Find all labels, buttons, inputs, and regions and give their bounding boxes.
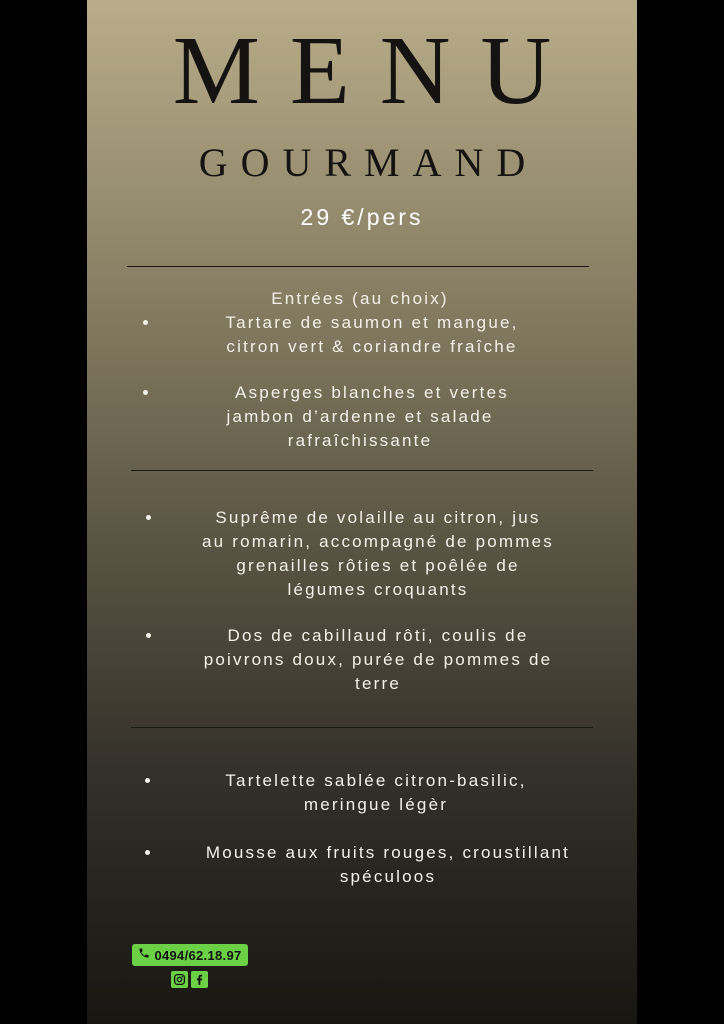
facebook-icon[interactable] bbox=[191, 971, 208, 988]
entree-1-line1: Tartare de saumon et mangue, bbox=[225, 313, 519, 332]
divider-bottom bbox=[131, 727, 593, 728]
dessert-2-line1: Mousse aux fruits rouges, croustillant bbox=[205, 843, 571, 862]
entrees-heading: Entrées (au choix) bbox=[271, 289, 449, 308]
entree-2-line3: rafraîchissante bbox=[287, 431, 433, 450]
bullet bbox=[146, 515, 151, 520]
bullet bbox=[145, 850, 150, 855]
entree-2-line2: jambon d’ardenne et salade bbox=[226, 407, 494, 426]
phone-badge[interactable] bbox=[132, 944, 248, 966]
plat-1-line1: Suprême de volaille au citron, jus bbox=[215, 508, 541, 527]
plat-2-line3: terre bbox=[355, 674, 401, 693]
bullet bbox=[143, 390, 148, 395]
dessert-1-line1: Tartelette sablée citron-basilic, bbox=[225, 771, 527, 790]
page-subtitle: GOURMAND bbox=[198, 140, 539, 185]
dessert-2-line2: spéculoos bbox=[339, 867, 437, 886]
phone-icon bbox=[138, 946, 150, 964]
bullet bbox=[145, 778, 150, 783]
instagram-icon[interactable] bbox=[171, 971, 188, 988]
divider-middle bbox=[131, 470, 593, 471]
plat-1-line2: au romarin, accompagné de pommes bbox=[202, 532, 554, 551]
bullet bbox=[146, 633, 151, 638]
dessert-1-line2: meringue légèr bbox=[303, 795, 449, 814]
entree-1-line2: citron vert & coriandre fraîche bbox=[226, 337, 518, 356]
bullet bbox=[143, 320, 148, 325]
plat-2-line2: poivrons doux, purée de pommes de bbox=[203, 650, 553, 669]
plat-2-line1: Dos de cabillaud rôti, coulis de bbox=[227, 626, 529, 645]
entree-2-line1: Asperges blanches et vertes bbox=[235, 383, 509, 402]
page-title: MENU bbox=[172, 17, 582, 125]
divider-top bbox=[127, 266, 589, 267]
phone-number: 0494/62.18.97 bbox=[154, 947, 242, 963]
price-label: 29 €/pers bbox=[300, 204, 424, 230]
plat-1-line4: légumes croquants bbox=[287, 580, 469, 599]
social-links bbox=[171, 971, 208, 988]
plat-1-line3: grenailles rôties et poêlée de bbox=[236, 556, 520, 575]
